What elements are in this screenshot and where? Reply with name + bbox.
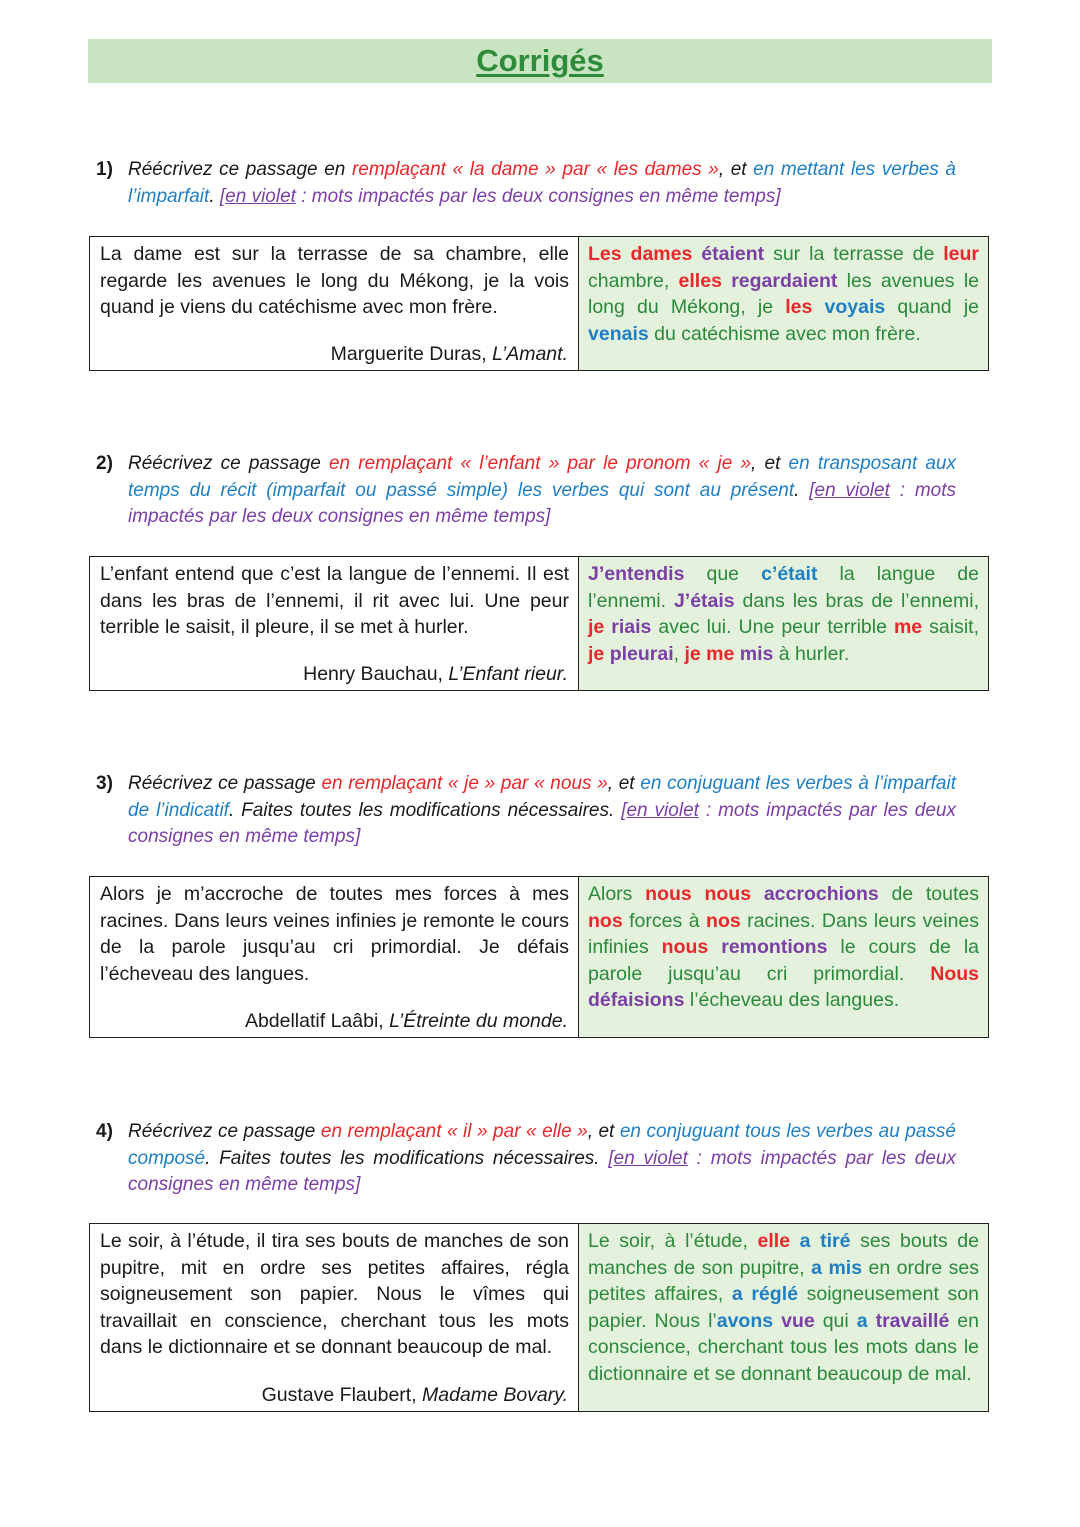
modified-word-red: Les dames	[588, 243, 693, 265]
title-bar	[88, 39, 992, 83]
answer-text-segment	[722, 270, 731, 292]
author-credit: Gustave Flaubert, Madame Bovary.	[261, 1384, 568, 1406]
modified-word-red: nos	[588, 909, 623, 932]
violet-legend: en violet	[814, 479, 890, 501]
modified-word-blue: venais	[588, 322, 649, 345]
answer-text-segment	[692, 243, 701, 265]
modified-word-purple: défaisions	[588, 989, 685, 1011]
answer-text-segment	[868, 1310, 876, 1332]
answer-text-segment	[708, 936, 721, 958]
corrected-text-cell	[579, 1224, 988, 1411]
original-text-cell	[90, 877, 579, 1037]
answer-text-segment: le cours de la parole jusqu’au cri primordial.	[588, 936, 979, 985]
answer-text-segment	[751, 883, 764, 905]
instruction-blue: en conjuguant les verbes à l’imparfait de l’indicatif	[128, 773, 956, 821]
modified-word-red: je	[588, 642, 605, 665]
answer-text-segment: l’écheveau des langues.	[684, 989, 900, 1011]
exercise-3-box	[89, 876, 989, 1038]
instruction-red: remplaçant « la dame » par « les dames »	[351, 159, 719, 180]
modified-word-blue: voyais	[824, 296, 886, 318]
exercise-number: 4)	[96, 1121, 113, 1142]
answer-text-segment: soigneusement son papier. Nous l’	[588, 1283, 979, 1332]
modified-word-blue: c’était	[761, 563, 818, 585]
modified-word-blue: a	[799, 1230, 811, 1252]
exercise-2-box	[89, 556, 989, 691]
modified-word-red: nous nous	[645, 883, 752, 905]
answer-text-segment: avec lui. Une peur terrible	[651, 616, 894, 638]
modified-word-red: Nous	[930, 962, 979, 985]
instruction-red: en remplaçant « je » par « nous »	[321, 773, 608, 794]
answer-text-segment	[812, 296, 824, 318]
answer-text-segment: en ordre ses petites affaires,	[588, 1256, 980, 1305]
corrected-text-cell	[579, 557, 988, 690]
modified-word-red: me	[706, 642, 735, 665]
modified-word-purple: J’étais	[673, 589, 735, 612]
exercise-3-instruction: 3) Réécrivez ce passage en remplaçant « je » par « nous », et en conjuguant les verbes à l’imparfait de l’indicatif. Faites toutes les modifications nécessaires. [en violet : mots impactés par les deux consignes en même temps]	[96, 773, 956, 847]
exercise-1-instruction: 1) Réécrivez ce passage en remplaçant « la dame » par « les dames », et en mettant les verbes à l’imparfait. [en violet : mots impactés par les deux consignes en même temps]	[96, 159, 957, 207]
violet-legend: en violet	[225, 185, 296, 207]
answer-text-segment	[811, 1230, 821, 1252]
exercise-4-instruction: 4) Réécrivez ce passage en remplaçant « il » par « elle », et en conjuguant tous les verbes au passé composé. Faites toutes les modifications nécessaires. [en violet : mots impactés par les deux consignes en même temps]	[96, 1121, 956, 1195]
corrected-text	[588, 881, 979, 1014]
modified-word-blue: a	[811, 1256, 822, 1279]
author-credit: Abdellatif Laâbi, L’Étreinte du monde.	[244, 1010, 568, 1032]
exercise-number: 2)	[96, 453, 113, 474]
author-credit: Henry Bauchau, L’Enfant rieur.	[303, 663, 568, 685]
modified-word-purple: étaient	[701, 243, 765, 265]
instruction-red: en remplaçant « l’enfant » par le pronom « je »	[328, 453, 752, 474]
modified-word-blue: avons	[716, 1309, 774, 1332]
answer-text-segment: du catéchisme avec mon frère.	[648, 322, 921, 345]
modified-word-blue: a	[731, 1283, 743, 1305]
modified-word-red: les	[785, 296, 813, 318]
modified-word-blue: tiré	[820, 1230, 851, 1252]
corrected-text	[588, 1228, 979, 1387]
answer-text-segment	[773, 1310, 781, 1332]
author-credit: Marguerite Duras, L’Amant.	[330, 343, 568, 365]
exercise-4-box	[89, 1223, 989, 1412]
answer-text-segment	[790, 1230, 800, 1252]
modified-word-purple: accrochions	[763, 883, 879, 905]
instruction-blue: en transposant aux temps du récit (imparfait ou passé simple) les verbes qui sont au présent	[128, 453, 956, 501]
corrected-text	[588, 241, 979, 347]
page-title: Corrigés	[476, 43, 604, 78]
answer-text-segment: sur la terrasse de	[764, 243, 944, 265]
exercise-2-instruction: 2) Réécrivez ce passage en remplaçant « l’enfant » par le pronom « je », et en transposant aux temps du récit (imparfait ou passé simple) les verbes qui sont au présent. [en violet : mots impactés par les deux consignes en même temps]	[96, 453, 956, 527]
modified-word-purple: vue	[781, 1309, 815, 1332]
modified-word-purple: mis	[739, 642, 774, 665]
modified-word-purple: pleurai	[609, 642, 674, 665]
original-text: Alors je m’accroche de toutes mes forces à mes racines. Dans leurs veines infinies je remonte le cours de la parole jusqu’au cri primordial. Je défais l’écheveau des langues.	[100, 883, 569, 985]
answer-text-segment: les avenues le long du Mékong, je	[588, 269, 979, 318]
modified-word-blue: a	[856, 1309, 868, 1332]
instruction-blue: en conjuguant tous les verbes au passé composé	[128, 1121, 956, 1169]
instruction-red: en remplaçant « il » par « elle »	[320, 1121, 588, 1142]
instruction-blue: en mettant les verbes à l’imparfait	[128, 159, 957, 207]
original-text: Le soir, à l’étude, il tira ses bouts de manches de son pupitre, mit en ordre ses petites affaires, régla soigneusement son papier. Nous le vîmes qui travaillait en conscience, cherchant tous les mots dans le dictionnaire et se donnant beaucoup de mal.	[100, 1230, 569, 1358]
answer-text-segment: à hurler.	[773, 642, 850, 665]
answer-text-segment: que	[684, 563, 762, 585]
exercise-number: 3)	[96, 773, 113, 794]
modified-word-purple: J’entendis	[588, 563, 685, 585]
original-text-cell	[90, 557, 579, 690]
answer-text-segment: la langue de l’ennemi.	[588, 563, 979, 612]
exercise-number: 1)	[96, 159, 113, 180]
original-text-cell	[90, 237, 579, 370]
original-text: L’enfant entend que c’est la langue de l’ennemi. Il est dans les bras de l’ennemi, il rit avec lui. Une peur terrible le saisit, il pleure, il se met à hurler.	[100, 563, 569, 638]
corrected-text-cell	[579, 877, 988, 1037]
modified-word-purple: travaillé	[875, 1309, 950, 1332]
original-text-cell	[90, 1224, 579, 1411]
answer-text-segment: racines. Dans leurs veines infinies	[588, 909, 980, 958]
modified-word-blue: réglé	[751, 1283, 798, 1305]
answer-text-segment: qui	[814, 1309, 857, 1332]
answer-text-segment: ,	[673, 642, 685, 665]
modified-word-red: leur	[943, 243, 980, 265]
answer-text-segment: de toutes	[878, 883, 980, 905]
answer-text-segment: quand je	[885, 296, 980, 318]
modified-word-red: elles	[678, 269, 722, 292]
violet-legend: en violet	[626, 799, 699, 821]
answer-text-segment: Le soir, à l’étude,	[588, 1230, 758, 1252]
modified-word-blue: mis	[828, 1256, 863, 1279]
answer-text-segment: chambre,	[588, 269, 679, 292]
modified-word-red: nous	[661, 936, 709, 958]
corrected-text	[588, 561, 979, 667]
exercise-1-box	[89, 236, 989, 371]
modified-word-red: elle	[757, 1230, 791, 1252]
violet-legend: en violet	[613, 1147, 688, 1169]
answer-text-segment: saisit,	[922, 616, 980, 638]
modified-word-red: je	[588, 616, 605, 638]
modified-word-red: nos	[706, 909, 741, 932]
answer-text-segment: Alors	[588, 883, 646, 905]
answer-text-segment: ses bouts de manches de son pupitre,	[588, 1230, 979, 1279]
modified-word-purple: riais	[611, 616, 652, 638]
modified-word-purple: remontions	[721, 936, 828, 958]
answer-text-segment: forces à	[622, 909, 707, 932]
answer-text-segment: en conscience, cherchant tous les mots dans le dictionnaire et se donnant beaucoup de mal.	[588, 1309, 980, 1385]
modified-word-purple: regardaient	[731, 269, 838, 292]
answer-text-segment: dans les bras de l’ennemi,	[734, 589, 979, 612]
corrected-text-cell	[579, 237, 988, 370]
modified-word-red: me	[893, 616, 923, 638]
original-text: La dame est sur la terrasse de sa chambre, elle regarde les avenues le long du Mékong, je la vois quand je viens du catéchisme avec mon frère.	[100, 243, 569, 318]
modified-word-red: je	[684, 642, 701, 665]
